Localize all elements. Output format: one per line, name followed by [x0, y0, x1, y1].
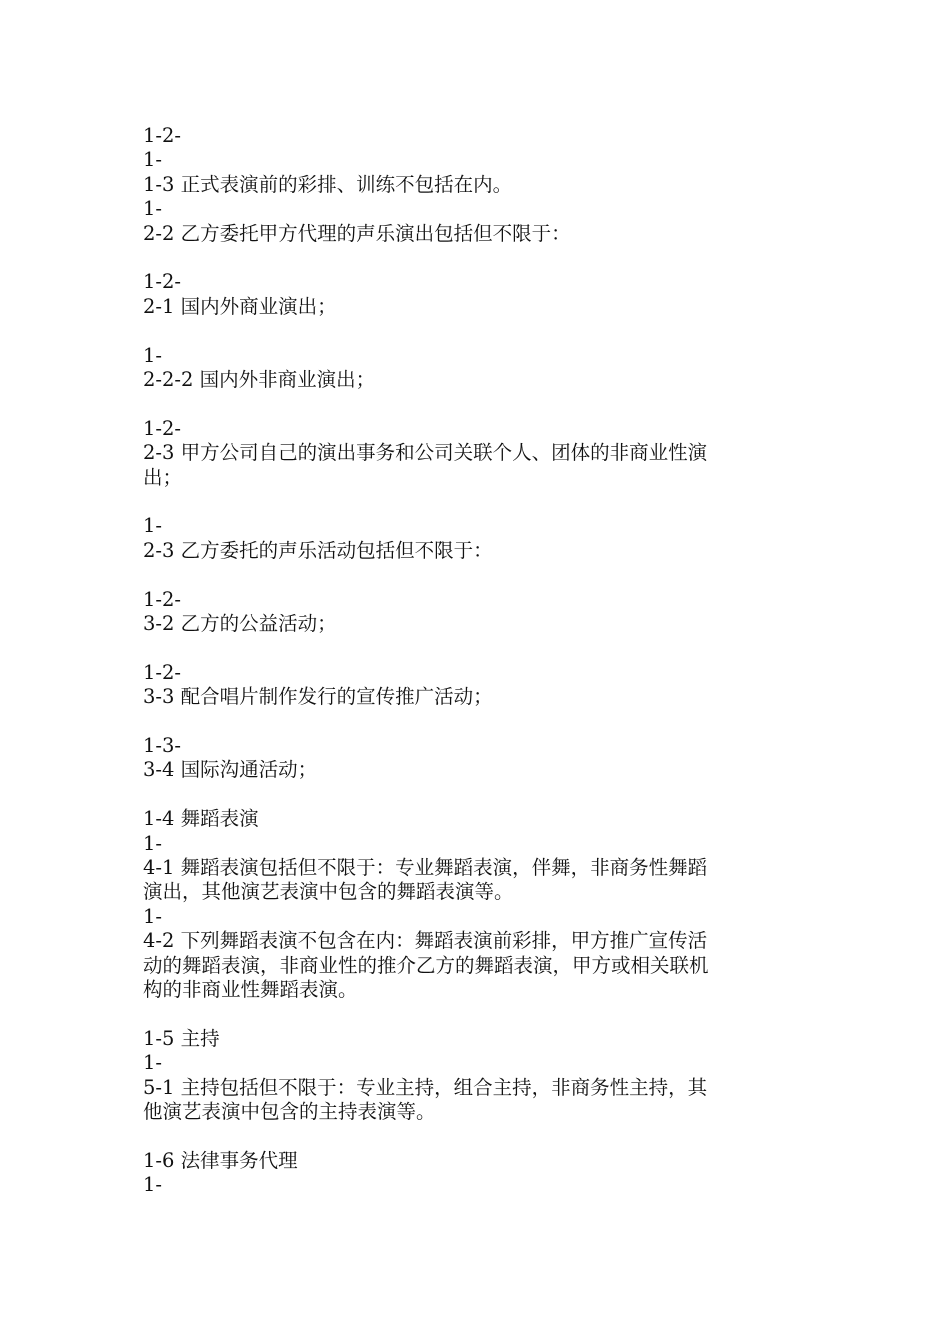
- blank-line: [143, 490, 823, 514]
- text-line: 1-: [143, 1051, 162, 1075]
- blank-line: [143, 783, 823, 807]
- text-line: 1-2-: [143, 416, 181, 440]
- section-heading: 1-6 法律事务代理: [143, 1148, 298, 1172]
- text-line: 出；: [143, 465, 183, 489]
- text-line: 1-: [143, 831, 162, 855]
- blank-line: [143, 1125, 823, 1149]
- blank-line: [143, 392, 823, 416]
- text-line: 5-1 主持包括但不限于：专业主持，组合主持，非商务性主持，其: [143, 1075, 708, 1099]
- text-line: 2-1 国内外商业演出；: [143, 294, 337, 318]
- text-line: 演出，其他演艺表演中包含的舞蹈表演等。: [143, 880, 514, 904]
- text-line: 1-: [143, 343, 162, 367]
- text-line: 2-3 甲方公司自己的演出事务和公司关联个人、团体的非商业性演: [143, 441, 708, 465]
- text-line: 2-3 乙方委托的声乐活动包括但不限于：: [143, 538, 493, 562]
- blank-line: [143, 1003, 823, 1027]
- text-line: 3-4 国际沟通活动；: [143, 758, 318, 782]
- blank-line: [143, 563, 823, 587]
- text-line: 1-3 正式表演前的彩排、训练不包括在内。: [143, 172, 513, 196]
- text-line: 构的非商业性舞蹈表演。: [143, 978, 358, 1002]
- text-line: 他演艺表演中包含的主持表演等。: [143, 1100, 436, 1124]
- text-line: 1-: [143, 514, 162, 538]
- text-line: 1-: [143, 148, 162, 172]
- text-line: 动的舞蹈表演，非商业性的推介乙方的舞蹈表演，甲方或相关联机: [143, 953, 709, 977]
- text-line: 4-2 下列舞蹈表演不包含在内：舞蹈表演前彩排，甲方推广宣传活: [143, 929, 708, 953]
- blank-line: [143, 636, 823, 660]
- text-line: 1-: [143, 1173, 162, 1197]
- text-line: 3-2 乙方的公益活动；: [143, 612, 337, 636]
- text-line: 2-2-2 国内外非商业演出；: [143, 368, 376, 392]
- text-line: 4-1 舞蹈表演包括但不限于：专业舞蹈表演，伴舞，非商务性舞蹈: [143, 856, 708, 880]
- text-line: 1-3-: [143, 734, 181, 758]
- text-line: 1-: [143, 904, 162, 928]
- document-body: [143, 124, 823, 1198]
- blank-line: [143, 319, 823, 343]
- blank-line: [143, 710, 823, 734]
- text-line: 1-2-: [143, 270, 181, 294]
- text-line: 2-2 乙方委托甲方代理的声乐演出包括但不限于：: [143, 221, 571, 245]
- text-line: 1-2-: [143, 587, 181, 611]
- section-heading: 1-4 舞蹈表演: [143, 807, 259, 831]
- text-line: 1-: [143, 197, 162, 221]
- section-heading: 1-5 主持: [143, 1026, 220, 1050]
- blank-line: [143, 246, 823, 270]
- text-line: 3-3 配合唱片制作发行的宣传推广活动；: [143, 685, 493, 709]
- text-line: 1-2-: [143, 660, 181, 684]
- text-line: 1-2-: [143, 124, 181, 147]
